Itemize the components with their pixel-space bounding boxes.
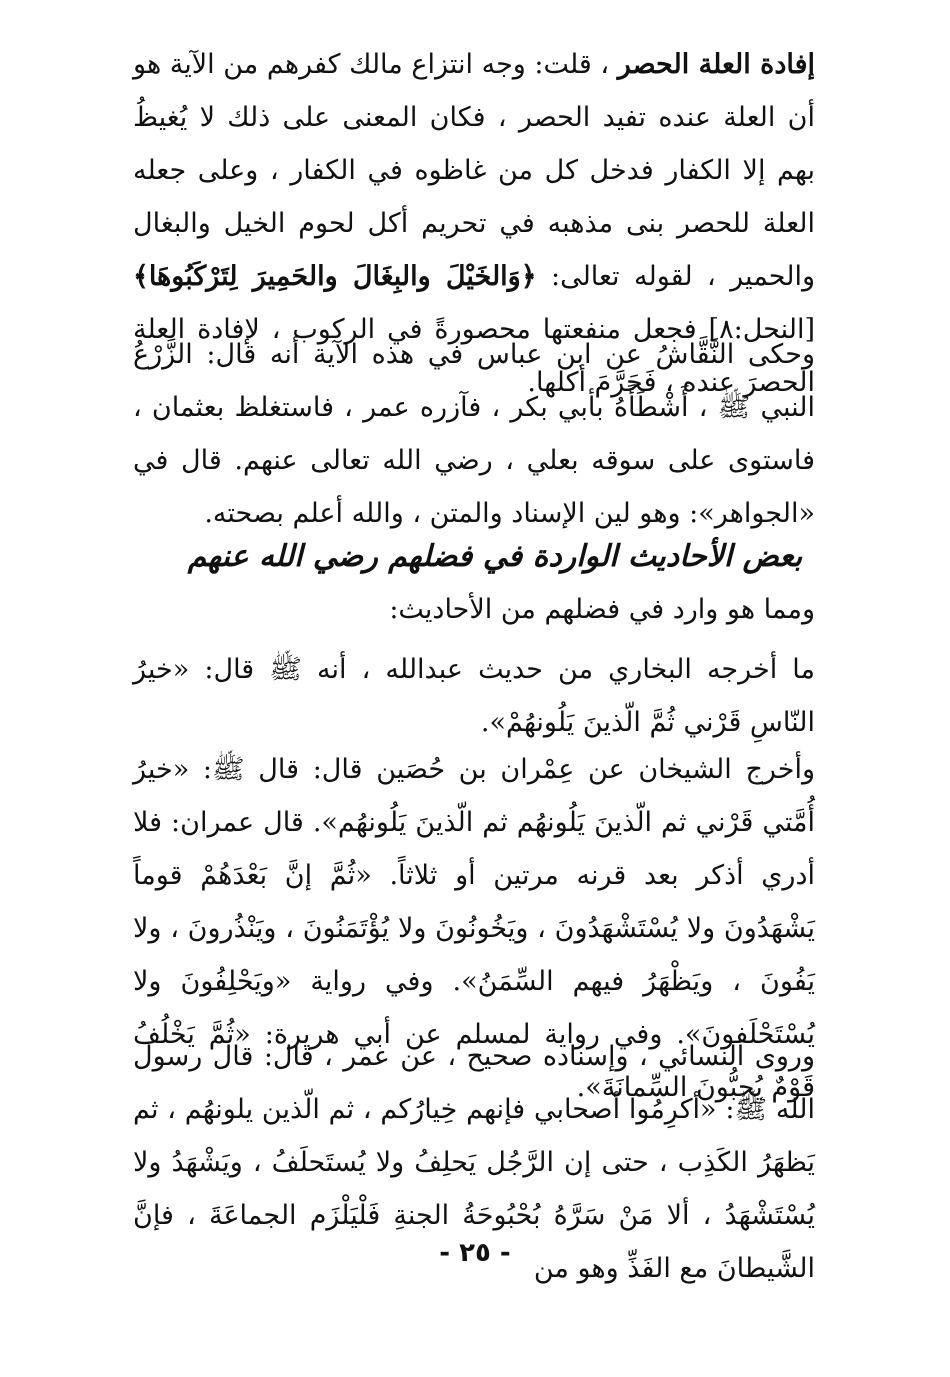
paragraph-1-tail: [النحل:٨] فجعل منفعتها محصورةً في الركوب ، لإفادة العلة الحصرَ عنده ، فَحَرَّمَ أكلها. xyxy=(133,314,815,398)
page-number: - ٢٥ - xyxy=(439,1238,511,1268)
paragraph-3: ومما هو وارد في فضلهم من الأحاديث: xyxy=(389,594,815,625)
paragraph-4: ما أخرجه البخاري من حديث عبدالله ، أنه ﷺ قال: «خيرُ النّاسِ قَرْني ثُمَّ الّذينَ يَلُونهُمْ». xyxy=(133,654,815,738)
section-heading: بعض الأحاديث الواردة في فضلهم رضي الله عنهم xyxy=(187,539,803,574)
paragraph-6: وروى النسائي ، وإسناده صحيح ، عن عمر ، قال: قال رسول الله ﷺ: «أكرِمُوا أصحابي فإنهم خِيارُكم ، ثم الّذين يلونهُم ، ثم يَظهَرُ الكَذِب ، حتى إن الرَّجُل يَحلِفُ ولا يُستَحلَفُ ، ويَشْهَدُ ولا يُسْتَشْهَدُ ، ألا مَنْ سَرَّهُ بُحْبُوحَةُ الجنةِ فَلْيَلْزَم الجماعَةَ ، فإنَّ الشَّيطانَ مع الفَذِّ وهو من xyxy=(133,1041,815,1284)
paragraph-2: وحكى النَّقَّاشُ عن ابن عباس في هذه الآية أنه قال: الزَّرْعُ النبي ﷺ ، أَشْطَأَهُ بأبي بكر ، فآزره عمر ، فاستغلظ بعثمان ، فاستوى على سوقه بعلي ، رضي الله تعالى عنهم. قال في «الجواهر»: وهو لين الإسناد والمتن ، والله أعلم بصحته. xyxy=(133,339,815,529)
paragraph-5: وأخرج الشيخان عن عِمْران بن حُصَين قال: قال ﷺ: «خيرُ أُمَّتي قَرْني ثم الّذينَ يَلُونهُم ثم الّذينَ يَلُونهُم». قال عمران: فلا أدري أذكر بعد قرنه مرتين أو ثلاثاً. «ثُمَّ إنَّ بَعْدَهُمْ قوماً يَشْهَدُونَ ولا يُسْتَشْهَدُونَ ، ويَخُونُونَ ولا يُؤْتَمَنُونَ ، ويَنْذُرونَ ، ولا يَفُونَ ، ويَظْهَرُ فيهم السِّمَنُ». وفي رواية «ويَحْلِفُونَ ولا يُسْتَحْلَفونَ». وفي رواية لمسلم عن أبي هريرة: «ثُمَّ يَخْلُفُ قَوْمٌ يُحِبُّونَ السِّمانَةَ». xyxy=(133,754,815,1103)
paragraph-1-text: ، قلت: وجه انتزاع مالك كفرهم من الآية هو أن العلة عنده تفيد الحصر ، فكان المعنى على ذلك لا يُغيظُ بهم إلا الكفار فدخل كل من غاظوه في الكفار ، وعلى جعله العلة للحصر بنى مذهبه في تحريم أكل لحوم الخيل والبغال والحمير ، لقوله تعالى: xyxy=(133,49,815,292)
quran-verse: ﴿وَالخَيْلَ والبِغَالَ والحَمِيرَ لِتَرْكَبُوهَا﴾ xyxy=(133,261,537,292)
paragraph-1-lead: إفادة العلة الحصر xyxy=(617,49,815,80)
